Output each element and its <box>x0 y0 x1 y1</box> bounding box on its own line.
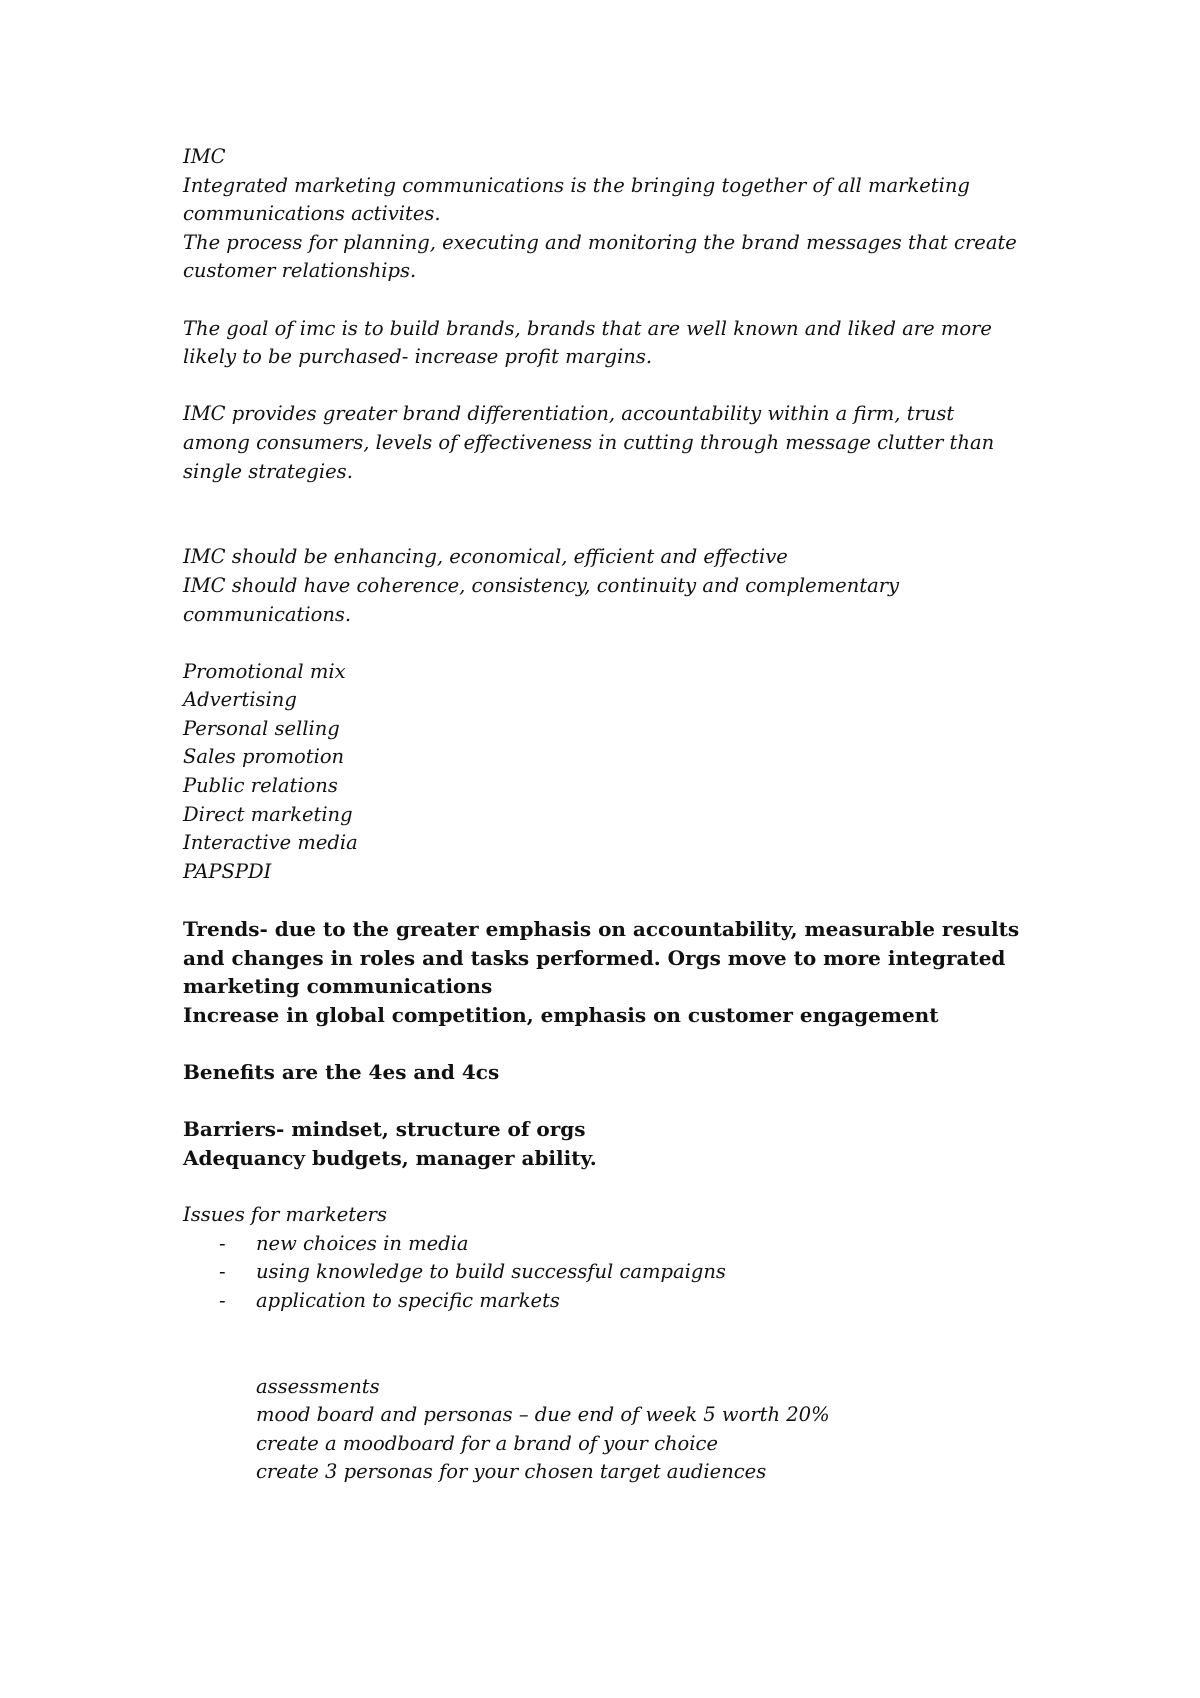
spacer <box>183 886 1063 915</box>
spacer <box>183 629 1063 658</box>
list-item <box>183 1287 1063 1316</box>
promo-acronym: PAPSPDI <box>183 859 272 883</box>
trends-line: Increase in global competition, emphasis on customer engagement <box>183 1002 939 1027</box>
spacer <box>183 1315 1063 1372</box>
issues-heading: Issues for marketers <box>183 1202 387 1226</box>
promo-heading: Promotional mix <box>183 659 346 683</box>
document-body <box>183 143 1063 1487</box>
list-item-text: application to specific markets <box>256 1288 560 1312</box>
list-item-text: new choices in media <box>256 1231 469 1255</box>
paragraph-line: IMC should be enhancing, economical, efficient and effective <box>183 545 788 569</box>
trends-line: marketing communications <box>183 974 493 999</box>
paragraph-line: communications. <box>183 602 352 626</box>
dash-bullet: - <box>219 1288 226 1312</box>
barriers-line: Barriers- mindset, structure of orgs <box>183 1117 586 1142</box>
issues-list <box>183 1230 1063 1316</box>
spacer <box>183 372 1063 401</box>
assessments-heading: assessments <box>256 1374 380 1398</box>
list-item <box>183 1258 1063 1287</box>
assessment-line: mood board and personas – due end of week 5 worth 20% <box>256 1403 830 1427</box>
paragraph-line: single strategies. <box>183 459 353 483</box>
list-item-text: using knowledge to build successful campaigns <box>256 1260 726 1284</box>
assessments-block <box>183 1373 1063 1487</box>
paragraph-line: communications activites. <box>183 202 441 226</box>
trends-line: Trends- due to the greater emphasis on accountability, measurable results <box>183 917 1020 942</box>
promo-item: Interactive media <box>183 831 358 855</box>
paragraph-line: IMC should have coherence, consistency, continuity and complementary <box>183 573 900 597</box>
benefits-line: Benefits are the 4es and 4cs <box>183 1060 500 1084</box>
promo-item: Direct marketing <box>183 802 353 826</box>
paragraph-line: IMC provides greater brand differentiation, accountability within a firm, trust <box>183 402 955 426</box>
doc-title: IMC <box>183 145 226 168</box>
paragraph-line: customer relationships. <box>183 259 417 283</box>
paragraph-line: The goal of imc is to build brands, brands that are well known and liked are more <box>183 316 992 340</box>
trends-line: and changes in roles and tasks performed. Orgs move to more integrated <box>183 945 1006 970</box>
promo-item: Personal selling <box>183 716 340 740</box>
spacer <box>183 1087 1063 1116</box>
dash-bullet: - <box>219 1231 226 1255</box>
list-item <box>183 1230 1063 1259</box>
promo-item: Public relations <box>183 774 338 798</box>
paragraph-line: likely to be purchased- increase profit margins. <box>183 345 653 369</box>
paragraph-line: among consumers, levels of effectiveness in cutting through message clutter than <box>183 430 995 454</box>
barriers-line: Adequancy budgets, manager ability. <box>183 1145 597 1170</box>
assessment-line: create a moodboard for a brand of your choice <box>256 1431 718 1455</box>
spacer <box>183 486 1063 543</box>
assessment-line: create 3 personas for your chosen target audiences <box>256 1460 767 1484</box>
spacer <box>183 1172 1063 1201</box>
spacer <box>183 286 1063 315</box>
paragraph-line: The process for planning, executing and monitoring the brand messages that create <box>183 230 1017 254</box>
dash-bullet: - <box>219 1260 226 1284</box>
promo-item: Sales promotion <box>183 745 345 769</box>
spacer <box>183 1029 1063 1058</box>
paragraph-line: Integrated marketing communications is the bringing together of all marketing <box>183 173 970 197</box>
promo-item: Advertising <box>183 688 297 712</box>
